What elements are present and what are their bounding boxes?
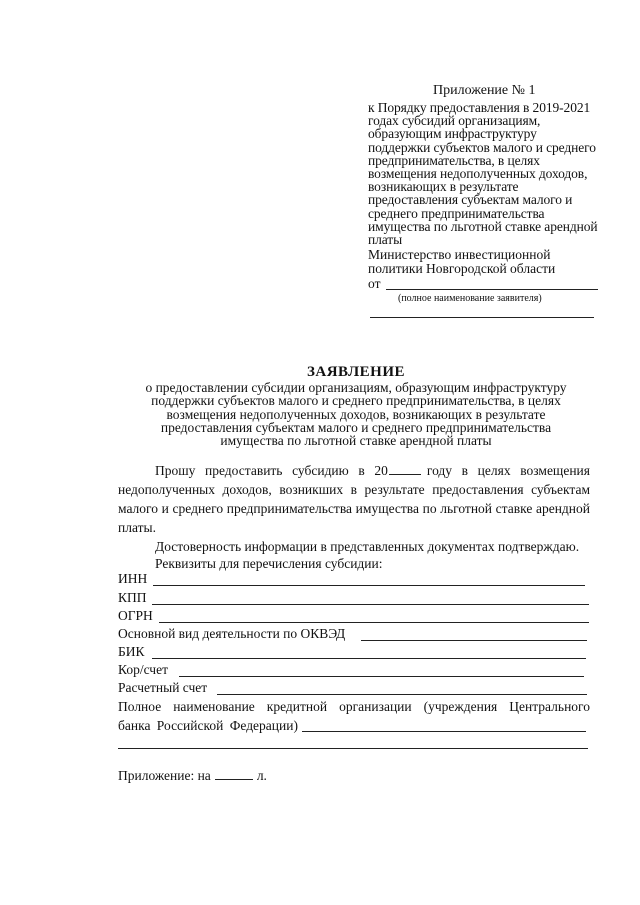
appendix-reference: к Порядку предоставления в 2019-2021 годах субсидий организациям, образующим инфраструктуру поддержки субъектов малого и среднего предпринимательства, в целях возмещения недополученных доходов, возникающих в результате предоставления субъектам малого и среднего предпринимательства имущества по льготной ставке арендной платы (368, 100, 598, 248)
bik-field[interactable] (152, 658, 586, 659)
recipient-ministry: Министерство инвестиционной политики Новгородской области (368, 247, 556, 276)
kpp-field[interactable] (152, 604, 589, 605)
attachment-pages-blank[interactable] (215, 767, 253, 780)
applicant-name-line-2[interactable] (370, 317, 594, 318)
settlement-account-label: Расчетный счет (118, 680, 208, 695)
kor-account-field[interactable] (179, 676, 584, 677)
applicant-name-line[interactable] (386, 289, 598, 290)
attachment-suffix: л. (256, 768, 267, 783)
kor-account-label: Кор/счет (118, 662, 168, 677)
attachment-line (118, 767, 267, 784)
okved-label: Основной вид деятельности по ОКВЭД (118, 626, 346, 641)
appendix-title: Приложение № 1 (433, 83, 536, 98)
request-paragraph (118, 461, 590, 537)
confirmation-text: Достоверность информации в представленных документах подтверждаю. (155, 539, 580, 554)
bank-name-field-2[interactable] (118, 748, 588, 749)
attachment-label: Приложение: на (118, 768, 211, 783)
bank-name-label: Полное наименование кредитной организации (учреждения Центрального банка Российской Федерации) (118, 699, 590, 733)
document-title: ЗАЯВЛЕНИЕ (306, 364, 406, 380)
inn-field[interactable] (153, 585, 585, 586)
requisites-heading: Реквизиты для перечисления субсидии: (155, 556, 383, 571)
year-blank[interactable] (389, 462, 421, 475)
ogrn-field[interactable] (159, 622, 589, 623)
request-before-year: Прошу предоставить субсидию в 20 (155, 463, 388, 478)
settlement-account-field[interactable] (217, 694, 587, 695)
applicant-hint: (полное наименование заявителя) (398, 293, 542, 304)
bank-name-field[interactable] (302, 731, 586, 732)
from-label: от (368, 276, 381, 291)
request-after-year: году в целях возмещения недополученных доходов, возникших в результате предоставления субъектам малого и среднего предпринимательства имущества по льготной ставке арендной платы. (118, 463, 590, 535)
bik-label: БИК (118, 644, 145, 659)
inn-label: ИНН (118, 571, 148, 586)
ogrn-label: ОГРН (118, 608, 153, 623)
okved-field[interactable] (361, 640, 587, 641)
kpp-label: КПП (118, 590, 147, 605)
document-subtitle: о предоставлении субсидии организациям, образующим инфраструктуру поддержки субъектов малого и среднего предпринимательства, в целях возмещения недополученных доходов, возникающих в результате предоставления субъектам малого и среднего предпринимательства имущества по льготной ставке арендной платы (145, 380, 567, 449)
